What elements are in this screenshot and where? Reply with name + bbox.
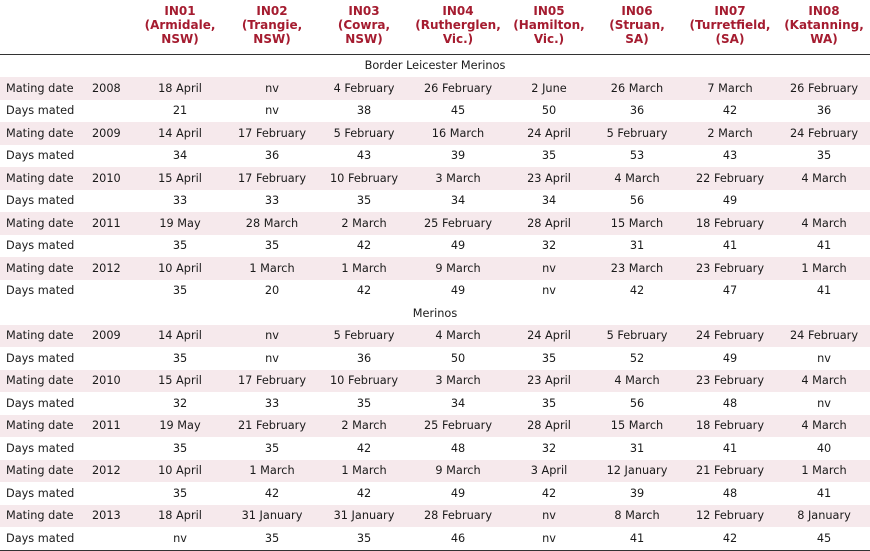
table-cell: 21 February [682,460,778,483]
table-cell: 50 [541,104,557,118]
table-cell: 9 March [410,460,506,483]
table-row [0,527,870,550]
table-cell: 4 March [592,167,682,190]
table-row [0,235,870,258]
column-header-state: SA) [625,32,649,46]
table-cell: 52 [629,351,645,365]
table-row [0,190,870,213]
row-label: Mating date [0,370,92,393]
table-row [0,437,870,460]
table-row [0,145,870,168]
table-cell: 1 March [226,460,318,483]
table-cell: 14 April [134,122,226,145]
column-header-place: (Katanning, [784,18,864,32]
row-label: Days mated [6,149,75,163]
table-cell: 34 [450,396,466,410]
table-cell: 5 February [318,122,410,145]
row-label: Mating date [0,505,92,528]
header-row [0,0,870,54]
column-header-in08 [778,0,870,54]
table-cell: 4 March [778,212,870,235]
row-label: Mating date [0,415,92,438]
row-label: Mating date [0,257,92,280]
table-row [0,257,870,280]
table-cell: 35 [356,396,372,410]
table-cell: 35 [172,284,188,298]
table-cell: 31 January [318,505,410,528]
table-cell: 26 February [778,77,870,100]
column-header-in01 [134,0,226,54]
table-cell: nv [542,284,556,298]
table-cell: 45 [450,104,466,118]
table-cell: 17 February [226,370,318,393]
table-cell: 22 February [682,167,778,190]
table-cell: 35 [356,194,372,208]
column-header-in03 [318,0,410,54]
table-cell: 41 [816,239,832,253]
table-cell: 23 April [506,370,592,393]
table-cell: 24 February [682,325,778,348]
table-cell: 41 [722,441,738,455]
table-cell: nv [226,325,318,348]
row-year [92,145,134,168]
table-cell: 16 March [410,122,506,145]
row-year [92,392,134,415]
table-cell: 3 March [410,370,506,393]
column-header-place: (Turretfield, [689,18,771,32]
table-cell: 42 [722,531,738,545]
table-cell: 7 March [682,77,778,100]
table-cell: 41 [816,486,832,500]
section-title: Border Leicester Merinos [364,59,506,73]
table-cell: 18 April [134,77,226,100]
table-cell: 2 March [318,212,410,235]
table-row [0,392,870,415]
table-cell: 10 February [318,370,410,393]
table-cell: 46 [450,531,466,545]
table-row [0,482,870,505]
table-cell: 49 [450,239,466,253]
table-cell: 17 February [226,122,318,145]
table-cell: 33 [264,194,280,208]
table-cell: 34 [541,194,557,208]
column-header-code: IN01 [164,4,196,18]
table-cell: 35 [172,351,188,365]
section-title: Merinos [412,306,458,320]
table-cell: 32 [172,396,188,410]
table-cell: 35 [816,149,832,163]
table-cell: 4 March [778,167,870,190]
table-row [0,347,870,370]
table-cell: 14 April [134,325,226,348]
column-header-state: Vic.) [442,32,474,46]
blank-header [0,0,92,54]
table-cell: nv [265,351,279,365]
table-cell: 4 March [592,370,682,393]
table-cell: 50 [450,351,466,365]
section-row [0,54,870,77]
table-cell: 24 February [778,122,870,145]
row-label: Days mated [6,239,75,253]
table-cell: 42 [356,441,372,455]
column-header-place: (Trangie, [241,18,303,32]
table-cell: 15 March [592,212,682,235]
row-year [92,347,134,370]
row-year [92,100,134,123]
column-header-place: (Rutherglen, [415,18,501,32]
table-cell: 42 [722,104,738,118]
column-header-place: (Armidale, [144,18,216,32]
table-cell: 23 March [592,257,682,280]
table-cell: 31 [629,441,645,455]
table-cell: 42 [541,486,557,500]
table-cell: 4 February [318,77,410,100]
column-header-place: (Struan, [609,18,665,32]
column-header-in02 [226,0,318,54]
row-year: 2009 [92,122,134,145]
row-label: Days mated [6,441,75,455]
row-label: Days mated [6,194,75,208]
table-cell: 48 [722,486,738,500]
table-cell: 24 April [506,122,592,145]
table-cell: 3 April [506,460,592,483]
table-cell: 5 February [318,325,410,348]
table-cell: 1 March [226,257,318,280]
table-row [0,325,870,348]
table-cell: 24 April [506,325,592,348]
table-cell: 35 [172,486,188,500]
row-year: 2010 [92,370,134,393]
row-label: Days mated [6,486,75,500]
table-cell: 56 [629,396,645,410]
table-cell: 20 [264,284,280,298]
column-header-code: IN08 [808,4,840,18]
table-cell: 39 [629,486,645,500]
table-cell: 34 [172,149,188,163]
table-cell: 25 February [410,415,506,438]
table-cell: 48 [722,396,738,410]
table-cell: 33 [264,396,280,410]
table-cell: 35 [172,239,188,253]
table-cell: 12 February [682,505,778,528]
table-cell: 2 March [682,122,778,145]
table-cell: 26 March [592,77,682,100]
table-cell: 41 [629,531,645,545]
row-year: 2010 [92,167,134,190]
table-cell: nv [265,104,279,118]
table-cell: 8 January [778,505,870,528]
table-cell: 28 March [226,212,318,235]
table-cell: 47 [722,284,738,298]
row-year: 2009 [92,325,134,348]
table-cell: 28 April [506,212,592,235]
blank-header [92,0,134,54]
table-cell: 49 [722,351,738,365]
table-cell: 15 April [134,167,226,190]
table-cell: 35 [541,396,557,410]
table-cell: 43 [722,149,738,163]
table-cell: 42 [264,486,280,500]
table-cell: 2 June [506,77,592,100]
table-cell [778,190,870,213]
table-cell: 35 [541,149,557,163]
table-cell: 8 March [592,505,682,528]
table-row [0,370,870,393]
table-cell: 17 February [226,167,318,190]
table-cell: 23 February [682,257,778,280]
row-year [92,437,134,460]
table-row [0,77,870,100]
table-cell: 25 February [410,212,506,235]
table-cell: 48 [450,441,466,455]
column-header-code: IN02 [256,4,288,18]
table-cell: 2 March [318,415,410,438]
table-cell: 12 January [592,460,682,483]
table-cell: nv [173,531,187,545]
column-header-state: NSW) [345,32,383,46]
column-header-code: IN03 [348,4,380,18]
row-year [92,527,134,550]
table-cell: nv [817,351,831,365]
table-row [0,122,870,145]
table-cell: 35 [541,351,557,365]
table-cell: 42 [356,284,372,298]
table-cell: 31 [629,239,645,253]
table-cell: nv [506,505,592,528]
row-label: Mating date [0,460,92,483]
table-cell: 49 [450,284,466,298]
table-row [0,415,870,438]
table-cell: 28 February [410,505,506,528]
column-header-state: NSW) [161,32,199,46]
row-label: Mating date [0,77,92,100]
row-year: 2008 [92,77,134,100]
table-cell: 18 April [134,505,226,528]
table-cell: 4 March [778,415,870,438]
column-header-in07 [682,0,778,54]
table-cell: 23 April [506,167,592,190]
table-row [0,100,870,123]
table-cell: 40 [816,441,832,455]
table-cell: 35 [264,239,280,253]
table-cell: 1 March [778,460,870,483]
table-cell: 19 May [134,212,226,235]
column-header-place: (Hamilton, [513,18,585,32]
row-year: 2013 [92,505,134,528]
table-cell: 43 [356,149,372,163]
row-year: 2012 [92,257,134,280]
row-label: Days mated [6,396,75,410]
table-cell: 33 [172,194,188,208]
table-cell: 41 [816,284,832,298]
row-label: Days mated [6,351,75,365]
table-cell: 23 February [682,370,778,393]
table-cell: 10 April [134,257,226,280]
table-row [0,460,870,483]
table-cell: 15 March [592,415,682,438]
row-year: 2011 [92,415,134,438]
table-cell: 21 February [226,415,318,438]
table-cell: 36 [356,351,372,365]
row-label: Mating date [0,325,92,348]
table-cell: 45 [816,531,832,545]
table-cell: 5 February [592,325,682,348]
table-cell: 5 February [592,122,682,145]
column-header-state: (SA) [715,32,745,46]
table-cell: 3 March [410,167,506,190]
column-header-place: (Cowra, [337,18,391,32]
table-cell: 34 [450,194,466,208]
row-year [92,280,134,303]
column-header-in06 [592,0,682,54]
table-cell: 35 [264,441,280,455]
table-cell: 42 [356,239,372,253]
table-body [0,54,870,550]
table-cell: nv [506,257,592,280]
row-label: Days mated [6,104,75,118]
table-cell: 31 January [226,505,318,528]
table-cell: 1 March [318,257,410,280]
table-cell: 35 [264,531,280,545]
table-cell: 36 [264,149,280,163]
table-cell: 10 February [318,167,410,190]
table-cell: 35 [356,531,372,545]
table-cell: 41 [722,239,738,253]
row-year [92,482,134,505]
row-label: Days mated [6,531,75,545]
column-header-code: IN04 [442,4,474,18]
table-cell: 38 [356,104,372,118]
table-cell: 1 March [778,257,870,280]
table-row [0,280,870,303]
table-cell: 49 [450,486,466,500]
column-header-code: IN07 [714,4,746,18]
table-cell: 28 April [506,415,592,438]
table-cell: 39 [450,149,466,163]
row-label: Mating date [0,122,92,145]
row-label: Days mated [6,284,75,298]
row-label: Mating date [0,212,92,235]
table-cell: 26 February [410,77,506,100]
table-cell: 32 [541,239,557,253]
table-cell: nv [226,77,318,100]
table-cell: 42 [629,284,645,298]
table-cell: 24 February [778,325,870,348]
table-cell: 9 March [410,257,506,280]
table-cell: 36 [629,104,645,118]
table-cell: 53 [629,149,645,163]
table-row [0,505,870,528]
table-cell: 19 May [134,415,226,438]
column-header-state: Vic.) [533,32,565,46]
table-cell: 15 April [134,370,226,393]
table-cell: nv [542,531,556,545]
table-cell: 1 March [318,460,410,483]
row-year: 2012 [92,460,134,483]
table-cell: 49 [722,194,738,208]
column-header-code: IN05 [533,4,565,18]
table-row [0,212,870,235]
column-header-in04 [410,0,506,54]
table-cell: 36 [816,104,832,118]
table-row [0,167,870,190]
row-label: Mating date [0,167,92,190]
column-header-code: IN06 [621,4,653,18]
column-header-in05 [506,0,592,54]
row-year: 2011 [92,212,134,235]
column-header-state: WA) [810,32,838,46]
table-cell: 21 [172,104,188,118]
row-year [92,235,134,258]
table-cell: 18 February [682,415,778,438]
row-year [92,190,134,213]
table-cell: 32 [541,441,557,455]
table-cell: 4 March [410,325,506,348]
column-header-state: NSW) [253,32,291,46]
section-row [0,302,870,325]
table-cell: 18 February [682,212,778,235]
table-cell: 56 [629,194,645,208]
table-cell: nv [817,396,831,410]
table-cell: 4 March [778,370,870,393]
table-cell: 35 [172,441,188,455]
table-cell: 42 [356,486,372,500]
table-cell: 10 April [134,460,226,483]
